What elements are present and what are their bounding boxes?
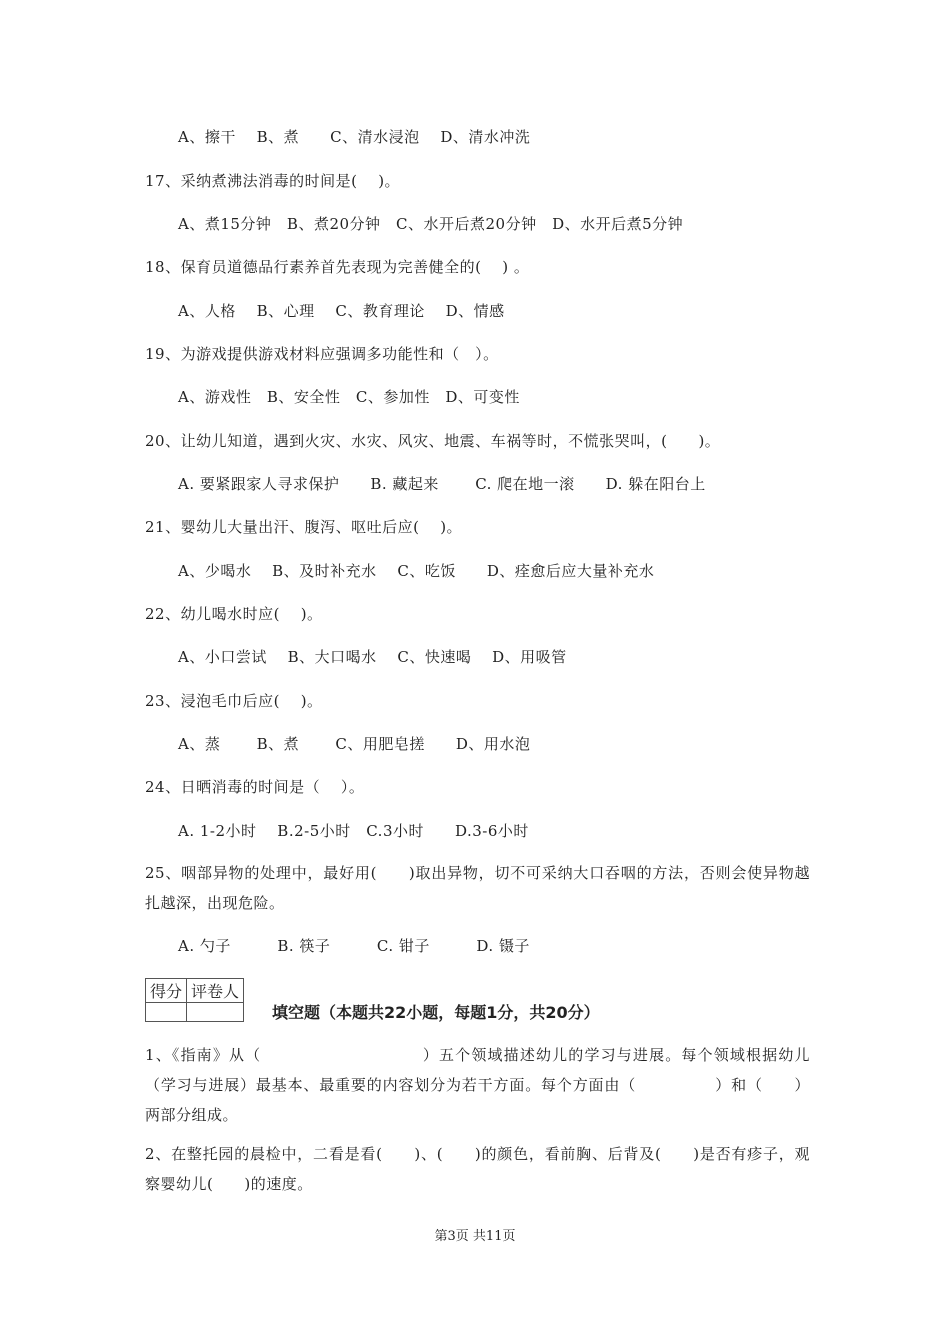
- fill-blank-1: 1、《指南》从（ ）五个领域描述幼儿的学习与进展。每个领域根据幼儿（学习与进展）最基本、最重要的内容划分为若干方面。每个方面由（ ）和（ ）两部分组成。: [145, 1046, 810, 1124]
- question-25: 25、咽部异物的处理中，最好用( )取出异物，切不可采纳大口吞咽的方法，否则会使异物越扎越深，出现危险。: [145, 864, 810, 912]
- section-title: 填空题（本题共22小题，每题1分，共20分）: [272, 1003, 600, 1022]
- grader-cell: [187, 1003, 244, 1022]
- question-24: 24、日晒消毒的时间是（ ）。: [145, 778, 365, 796]
- question-20: 20、让幼儿知道，遇到火灾、水灾、风灾、地震、车祸等时，不慌张哭叫，( )。: [145, 432, 721, 450]
- fill-blank-2: 2、在整托园的晨检中，二看是看( )、( )的颜色，看前胸、后背及( )是否有疹子，观察婴幼儿( )的速度。: [145, 1145, 810, 1193]
- question-21: 21、婴幼儿大量出汗、腹泻、呕吐后应( )。: [145, 518, 463, 536]
- question-17: 17、采纳煮沸法消毒的时间是( )。: [145, 172, 401, 190]
- options-q25: A. 勺子 B. 筷子 C. 钳子 D. 镊子: [178, 937, 530, 955]
- options-q22: A、小口尝试 B、大口喝水 C、快速喝 D、用吸管: [178, 648, 567, 666]
- question-22: 22、幼儿喝水时应( )。: [145, 605, 323, 623]
- grader-header: 评卷人: [187, 979, 244, 1003]
- options-q21: A、少喝水 B、及时补充水 C、吃饭 D、痊愈后应大量补充水: [178, 562, 655, 580]
- score-table: [145, 978, 244, 1022]
- page-footer: 第3页 共11页: [434, 1229, 516, 1244]
- score-cell: [146, 1003, 187, 1022]
- options-q20: A. 要紧跟家人寻求保护 B. 藏起来 C. 爬在地一滚 D. 躲在阳台上: [178, 475, 706, 493]
- question-19: 19、为游戏提供游戏材料应强调多功能性和（ ）。: [145, 345, 499, 363]
- options-q23: A、蒸 B、煮 C、用肥皂搓 D、用水泡: [178, 735, 531, 753]
- options-q24: A. 1-2小时 B.2-5小时 C.3小时 D.3-6小时: [178, 822, 529, 840]
- question-23: 23、浸泡毛巾后应( )。: [145, 692, 323, 710]
- options-q18: A、人格 B、心理 C、教育理论 D、情感: [178, 302, 505, 320]
- options-q19: A、游戏性 B、安全性 C、参加性 D、可变性: [178, 388, 520, 406]
- score-header: 得分: [146, 979, 187, 1003]
- question-18: 18、保育员道德品行素养首先表现为完善健全的( ) 。: [145, 258, 530, 276]
- options-q16: A、擦干 B、煮 C、清水浸泡 D、清水冲洗: [178, 128, 531, 146]
- options-q17: A、煮15分钟 B、煮20分钟 C、水开后煮20分钟 D、水开后煮5分钟: [178, 215, 684, 233]
